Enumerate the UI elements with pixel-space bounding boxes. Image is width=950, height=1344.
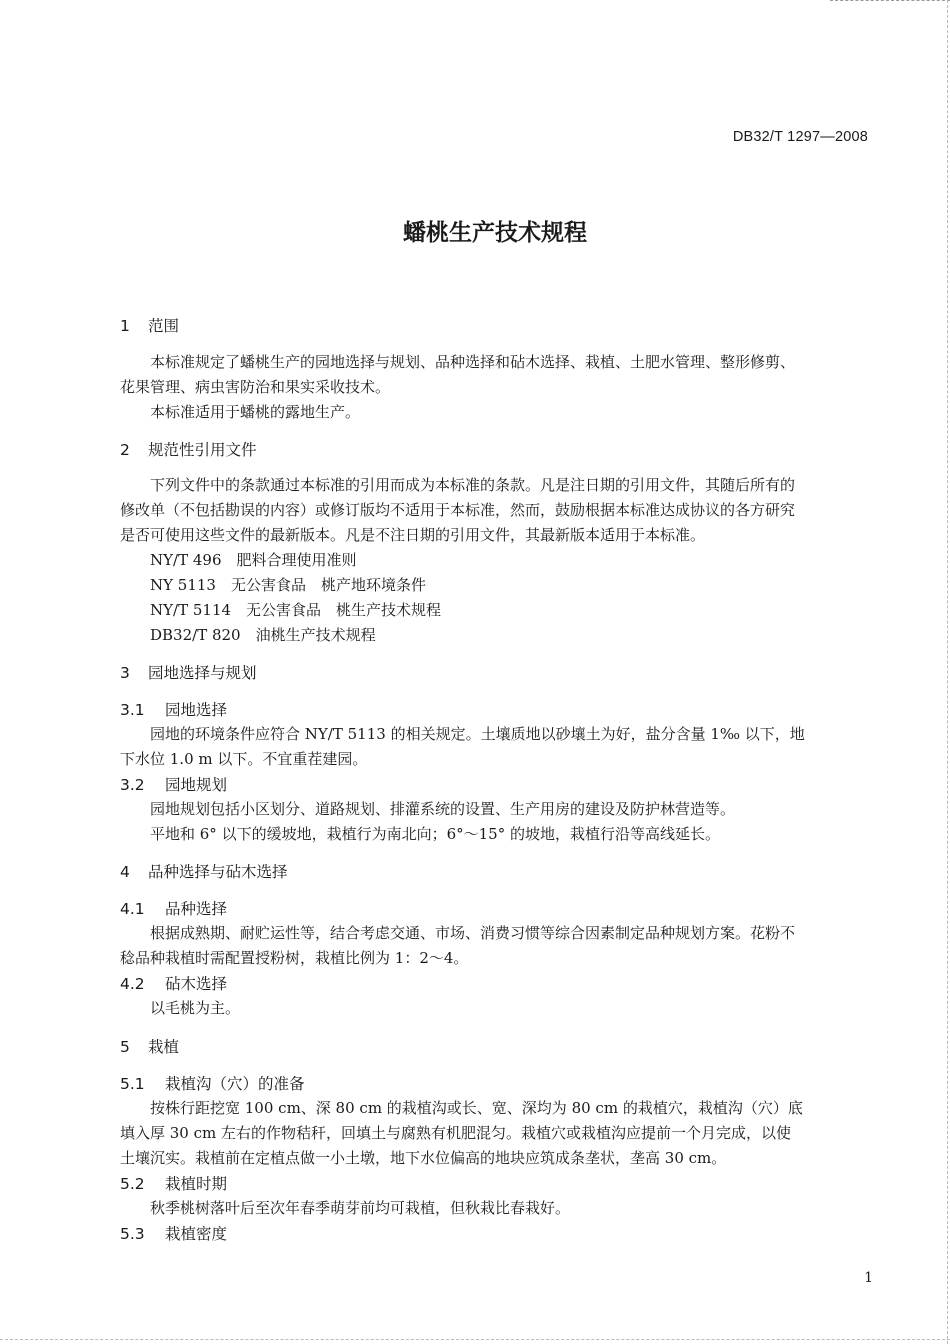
section-number: 4 <box>120 863 130 881</box>
subsection-3-2-heading <box>120 773 227 795</box>
subsection-number: 4.2 <box>120 975 145 993</box>
section-title: 园地选择与规划 <box>148 664 257 682</box>
s32-paragraph-1: 园地规划包括小区划分、道路规划、排灌系统的设置、生产用房的建设及防护林营造等。 <box>150 800 736 818</box>
section-number: 3 <box>120 664 130 682</box>
section-title: 品种选择与砧木选择 <box>148 863 288 881</box>
subsection-number: 5.2 <box>120 1175 145 1193</box>
subsection-title: 栽植密度 <box>165 1225 228 1243</box>
subsection-5-2-heading <box>120 1172 227 1194</box>
s52-paragraph: 秋季桃树落叶后至次年春季萌芽前均可栽植，但秋栽比春栽好。 <box>150 1199 571 1217</box>
scan-edge-top <box>830 0 950 2</box>
s32-paragraph-2: 平地和 6° 以下的缓坡地，栽植行为南北向；6°～15° 的坡地，栽植行沿等高线延长。 <box>150 825 720 843</box>
reference-item: DB32/T 820 油桃生产技术规程 <box>150 626 376 644</box>
reference-item: NY/T 496 肥料合理使用准则 <box>150 551 357 569</box>
page-number: 1 <box>864 1270 873 1286</box>
subsection-number: 5.1 <box>120 1075 145 1093</box>
standard-code: DB32/T 1297—2008 <box>732 129 868 145</box>
s51-paragraph-line-2: 填入厚 30 cm 左右的作物秸秆，回填土与腐熟有机肥混匀。栽植穴或栽植沟应提前一个月完成，以使 <box>120 1124 792 1142</box>
section-number: 1 <box>120 317 130 335</box>
section-number: 5 <box>120 1038 130 1056</box>
subsection-title: 品种选择 <box>165 900 228 918</box>
subsection-number: 3.1 <box>120 701 145 719</box>
s2-paragraph-line-1: 下列文件中的条款通过本标准的引用而成为本标准的条款。凡是注日期的引用文件，其随后所有的 <box>150 476 796 494</box>
section-2-heading <box>120 438 257 460</box>
s2-paragraph-line-2: 修改单（不包括勘误的内容）或修订版均不适用于本标准，然而，鼓励根据本标准达成协议的各方研究 <box>120 501 796 519</box>
s1-paragraph-2: 本标准适用于蟠桃的露地生产。 <box>150 403 361 421</box>
section-title: 规范性引用文件 <box>148 441 257 459</box>
subsection-5-3-heading <box>120 1222 227 1244</box>
s41-paragraph-line-2: 稔品种栽植时需配置授粉树，栽植比例为 1：2～4。 <box>120 949 469 967</box>
subsection-title: 砧木选择 <box>165 975 228 993</box>
s1-paragraph-1-line-1: 本标准规定了蟠桃生产的园地选择与规划、品种选择和砧木选择、栽植、土肥水管理、整形修剪、 <box>150 353 796 371</box>
section-title: 栽植 <box>148 1038 180 1056</box>
reference-item: NY/T 5114 无公害食品 桃生产技术规程 <box>150 601 442 619</box>
section-4-heading <box>120 860 288 882</box>
section-1-heading <box>120 314 179 336</box>
subsection-title: 园地规划 <box>165 776 228 794</box>
subsection-4-2-heading <box>120 972 227 994</box>
subsection-5-1-heading <box>120 1072 305 1094</box>
subsection-number: 3.2 <box>120 776 145 794</box>
section-number: 2 <box>120 441 130 459</box>
subsection-title: 栽植沟（穴）的准备 <box>165 1075 305 1093</box>
reference-item: NY 5113 无公害食品 桃产地环境条件 <box>150 576 426 594</box>
scan-edge-bottom <box>0 1338 950 1340</box>
s1-paragraph-1-line-2: 花果管理、病虫害防治和果实采收技术。 <box>120 378 391 396</box>
s31-paragraph-line-2: 下水位 1.0 m 以下。不宜重茬建园。 <box>120 750 368 768</box>
scan-edge-right <box>946 0 948 1344</box>
s41-paragraph-line-1: 根据成熟期、耐贮运性等，结合考虑交通、市场、消费习惯等综合因素制定品种规划方案。花粉不 <box>150 924 796 942</box>
subsection-title: 栽植时期 <box>165 1175 228 1193</box>
document-title: 蟠桃生产技术规程 <box>403 220 587 246</box>
s51-paragraph-line-1: 按株行距挖宽 100 cm、深 80 cm 的栽植沟或长、宽、深均为 80 cm 的栽植穴，栽植沟（穴）底 <box>150 1099 803 1117</box>
subsection-number: 4.1 <box>120 900 145 918</box>
s31-paragraph-line-1: 园地的环境条件应符合 NY/T 5113 的相关规定。土壤质地以砂壤土为好，盐分含量 1‰ 以下，地 <box>150 725 805 743</box>
section-title: 范围 <box>148 317 180 335</box>
subsection-number: 5.3 <box>120 1225 145 1243</box>
subsection-4-1-heading <box>120 897 227 919</box>
section-5-heading <box>120 1035 179 1057</box>
s2-paragraph-line-3: 是否可使用这些文件的最新版本。凡是不注日期的引用文件，其最新版本适用于本标准。 <box>120 526 706 544</box>
s42-paragraph: 以毛桃为主。 <box>150 999 241 1017</box>
subsection-3-1-heading <box>120 698 227 720</box>
s51-paragraph-line-3: 土壤沉实。栽植前在定植点做一小土墩，地下水位偏高的地块应筑成条垄状，垄高 30 cm。 <box>120 1149 727 1167</box>
subsection-title: 园地选择 <box>165 701 228 719</box>
section-3-heading <box>120 661 257 683</box>
